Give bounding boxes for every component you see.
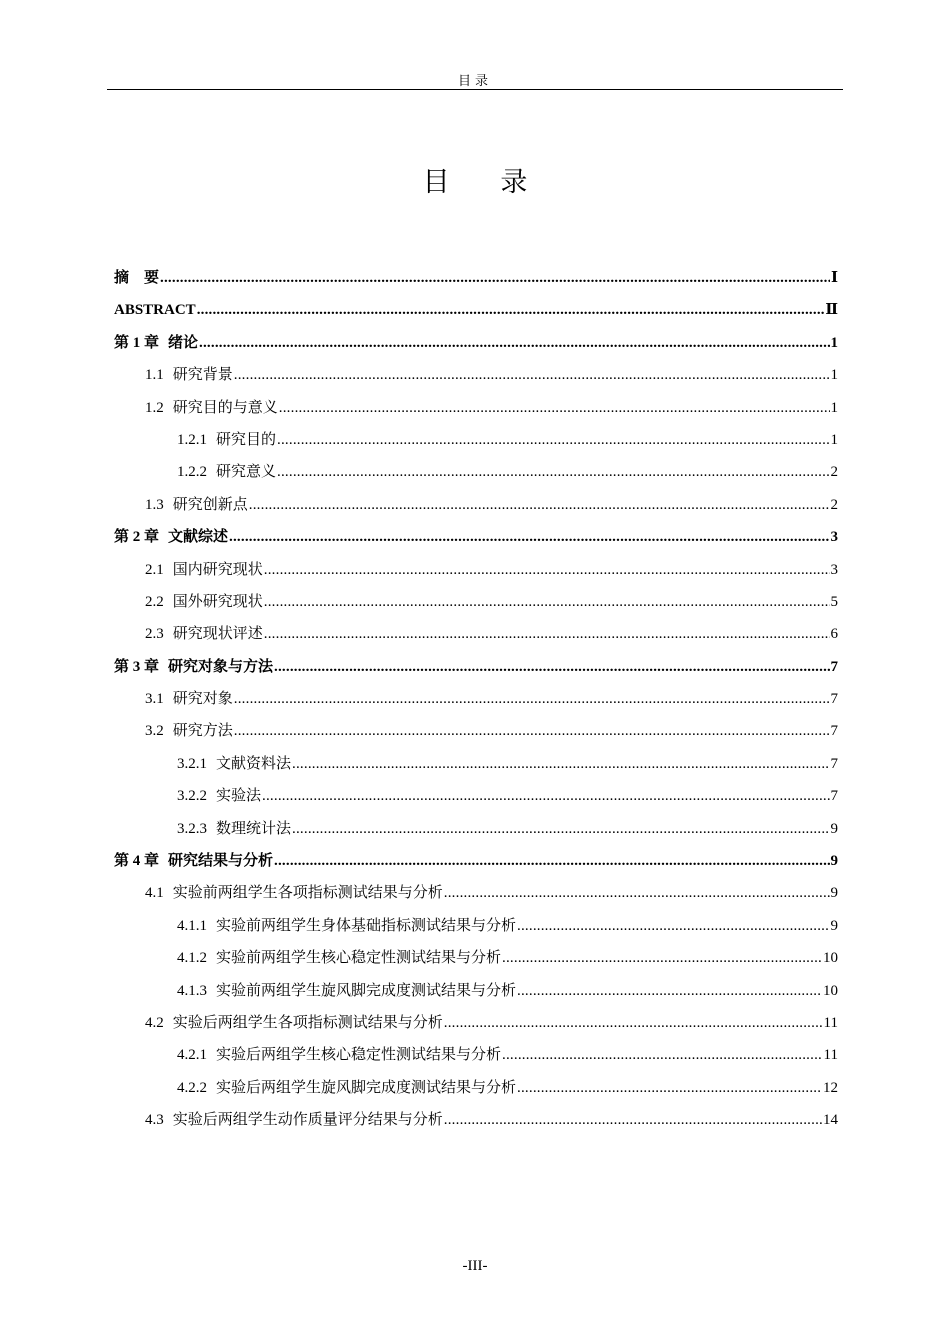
toc-entry[interactable] — [114, 294, 838, 326]
toc-dot-leader — [444, 1104, 822, 1136]
toc-entry[interactable] — [114, 262, 838, 294]
toc-entry[interactable] — [114, 1007, 838, 1039]
toc-entry-page: 6 — [830, 626, 838, 643]
toc-entry-page: 9 — [830, 820, 838, 837]
toc-entry-title: 数理统计法 — [216, 820, 292, 837]
toc-dot-leader — [274, 651, 829, 683]
toc-entry[interactable] — [114, 813, 838, 845]
toc-entry[interactable] — [114, 975, 838, 1007]
toc-dot-leader — [277, 456, 829, 488]
toc-entry-number: 4.2.2 — [177, 1079, 207, 1096]
toc-entry[interactable] — [114, 554, 838, 586]
toc-entry-number: 3.2.1 — [177, 755, 207, 772]
toc-entry-page: 14 — [823, 1112, 838, 1129]
toc-entry-title: 研究目的 — [216, 431, 277, 448]
toc-entry-page: 1 — [830, 399, 838, 416]
toc-entry-page: 3 — [830, 561, 838, 578]
toc-entry[interactable] — [114, 910, 838, 942]
toc-dot-leader — [444, 877, 830, 909]
toc-entry-title: 实验后两组学生动作质量评分结果与分析 — [172, 1112, 443, 1129]
toc-entry-number: 2.2 — [145, 593, 164, 610]
toc-entry-number: 第 1 章 — [114, 334, 160, 351]
toc-entry-title: 研究方法 — [172, 723, 233, 740]
toc-entry-page: 2 — [830, 464, 838, 481]
toc-entry-page: 10 — [823, 982, 838, 999]
toc-entry[interactable] — [114, 683, 838, 715]
toc-dot-leader — [234, 715, 830, 747]
toc-entry-title: 实验前两组学生旋风脚完成度测试结果与分析 — [216, 982, 517, 999]
toc-entry-page: 11 — [823, 1014, 838, 1031]
toc-entry-number: 2.3 — [145, 626, 164, 643]
toc-dot-leader — [502, 942, 822, 974]
toc-entry[interactable] — [114, 715, 838, 747]
toc-entry-number: 第 3 章 — [114, 658, 160, 675]
toc-entry[interactable] — [114, 942, 838, 974]
toc-entry-page: 10 — [823, 950, 838, 967]
toc-dot-leader — [264, 554, 830, 586]
toc-entry-number: 1.3 — [145, 496, 164, 513]
toc-entry-page: 7 — [830, 755, 838, 772]
toc-entry-page: 7 — [830, 723, 838, 740]
toc-entry-number: 4.1.3 — [177, 982, 207, 999]
toc-entry[interactable] — [114, 618, 838, 650]
toc-dot-leader — [277, 424, 829, 456]
toc-entry-title: 国内研究现状 — [172, 561, 263, 578]
toc-entry-page: 3 — [830, 529, 838, 546]
toc-entry-title: ABSTRACT — [114, 302, 196, 319]
toc-entry-title: 实验前两组学生身体基础指标测试结果与分析 — [216, 917, 517, 934]
toc-entry-number: 1.2 — [145, 399, 164, 416]
toc-entry-title: 研究对象 — [172, 691, 233, 708]
toc-entry-page: 9 — [830, 917, 838, 934]
toc-dot-leader — [292, 748, 829, 780]
toc-entry-title: 研究背景 — [172, 367, 233, 384]
toc-entry-number: 1.2.2 — [177, 464, 207, 481]
toc-entry-title: 绪论 — [168, 334, 199, 351]
toc-entry-page: 2 — [830, 496, 838, 513]
toc-entry[interactable] — [114, 1104, 838, 1136]
toc-entry-title: 实验后两组学生旋风脚完成度测试结果与分析 — [216, 1079, 517, 1096]
toc-entry[interactable] — [114, 327, 838, 359]
toc-entry-page: 5 — [830, 593, 838, 610]
toc-entry-number: 4.3 — [145, 1112, 164, 1129]
toc-entry-number: 4.2.1 — [177, 1047, 207, 1064]
toc-entry[interactable] — [114, 359, 838, 391]
toc-entry-number: 4.1.1 — [177, 917, 207, 934]
toc-entry-title: 研究意义 — [216, 464, 277, 481]
table-of-contents — [114, 262, 838, 1137]
toc-entry-title: 实验前两组学生核心稳定性测试结果与分析 — [216, 950, 502, 967]
toc-entry-number: 1.1 — [145, 367, 164, 384]
toc-entry-page: Ⅰ — [830, 270, 838, 286]
toc-entry-page: 7 — [830, 658, 838, 675]
toc-dot-leader — [234, 359, 830, 391]
toc-entry[interactable] — [114, 586, 838, 618]
toc-entry[interactable] — [114, 424, 838, 456]
toc-entry-title: 文献资料法 — [216, 755, 292, 772]
toc-entry-number: 第 2 章 — [114, 529, 160, 546]
toc-dot-leader — [249, 489, 830, 521]
toc-entry-title: 国外研究现状 — [172, 593, 263, 610]
toc-dot-leader — [234, 683, 830, 715]
toc-entry-number: 第 4 章 — [114, 853, 160, 870]
toc-dot-leader — [264, 586, 830, 618]
toc-entry[interactable] — [114, 651, 838, 683]
toc-entry[interactable] — [114, 456, 838, 488]
toc-entry-number: 1.2.1 — [177, 431, 207, 448]
toc-dot-leader — [279, 392, 830, 424]
toc-entry[interactable] — [114, 748, 838, 780]
toc-dot-leader — [517, 975, 822, 1007]
toc-entry-title: 研究现状评述 — [172, 626, 263, 643]
toc-entry-page: 1 — [830, 334, 838, 351]
toc-entry[interactable] — [114, 845, 838, 877]
toc-dot-leader — [229, 521, 829, 553]
toc-entry-title: 实验前两组学生各项指标测试结果与分析 — [172, 885, 443, 902]
toc-dot-leader — [199, 327, 829, 359]
toc-dot-leader — [264, 618, 830, 650]
toc-entry-title: 研究结果与分析 — [168, 853, 274, 870]
toc-entry-number: 3.2.3 — [177, 820, 207, 837]
header-rule — [107, 89, 843, 90]
toc-dot-leader — [160, 262, 830, 294]
toc-entry-title: 实验后两组学生核心稳定性测试结果与分析 — [216, 1047, 502, 1064]
toc-dot-leader — [292, 813, 829, 845]
toc-dot-leader — [517, 910, 829, 942]
toc-entry-number: 3.1 — [145, 691, 164, 708]
toc-entry-number: 2.1 — [145, 561, 164, 578]
toc-entry-page: Ⅱ — [825, 302, 838, 319]
toc-entry[interactable] — [114, 1072, 838, 1104]
toc-dot-leader — [444, 1007, 823, 1039]
toc-entry-page: 1 — [830, 431, 838, 448]
page-number: -III- — [462, 1258, 488, 1274]
toc-dot-leader — [517, 1072, 822, 1104]
toc-dot-leader — [197, 294, 825, 326]
toc-entry-number: 3.2.2 — [177, 788, 207, 805]
toc-entry-title: 研究创新点 — [172, 496, 248, 513]
toc-entry-title: 摘 要 — [114, 270, 160, 286]
running-header: 目录 — [457, 73, 492, 88]
page-title: 目 录 — [422, 167, 550, 197]
toc-entry-page: 1 — [830, 367, 838, 384]
toc-entry-title: 文献综述 — [168, 529, 229, 546]
toc-entry[interactable] — [114, 1039, 838, 1071]
toc-entry-page: 11 — [823, 1047, 838, 1064]
toc-entry-page: 7 — [830, 788, 838, 805]
toc-entry[interactable] — [114, 521, 838, 553]
toc-dot-leader — [274, 845, 829, 877]
toc-entry-title: 实验法 — [216, 788, 262, 805]
toc-entry-number: 4.2 — [145, 1014, 164, 1031]
toc-entry[interactable] — [114, 489, 838, 521]
toc-entry-number: 3.2 — [145, 723, 164, 740]
toc-entry-title: 实验后两组学生各项指标测试结果与分析 — [172, 1014, 443, 1031]
toc-dot-leader — [262, 780, 829, 812]
toc-entry-page: 12 — [823, 1079, 838, 1096]
toc-entry-title: 研究目的与意义 — [172, 399, 278, 416]
toc-entry[interactable] — [114, 877, 838, 909]
toc-entry-number: 4.1.2 — [177, 950, 207, 967]
toc-entry-page: 9 — [830, 853, 838, 870]
toc-entry-title: 研究对象与方法 — [168, 658, 274, 675]
toc-entry-page: 7 — [830, 691, 838, 708]
toc-entry[interactable] — [114, 392, 838, 424]
toc-entry-number: 4.1 — [145, 885, 164, 902]
toc-entry[interactable] — [114, 780, 838, 812]
toc-entry-page: 9 — [830, 885, 838, 902]
toc-dot-leader — [502, 1039, 823, 1071]
